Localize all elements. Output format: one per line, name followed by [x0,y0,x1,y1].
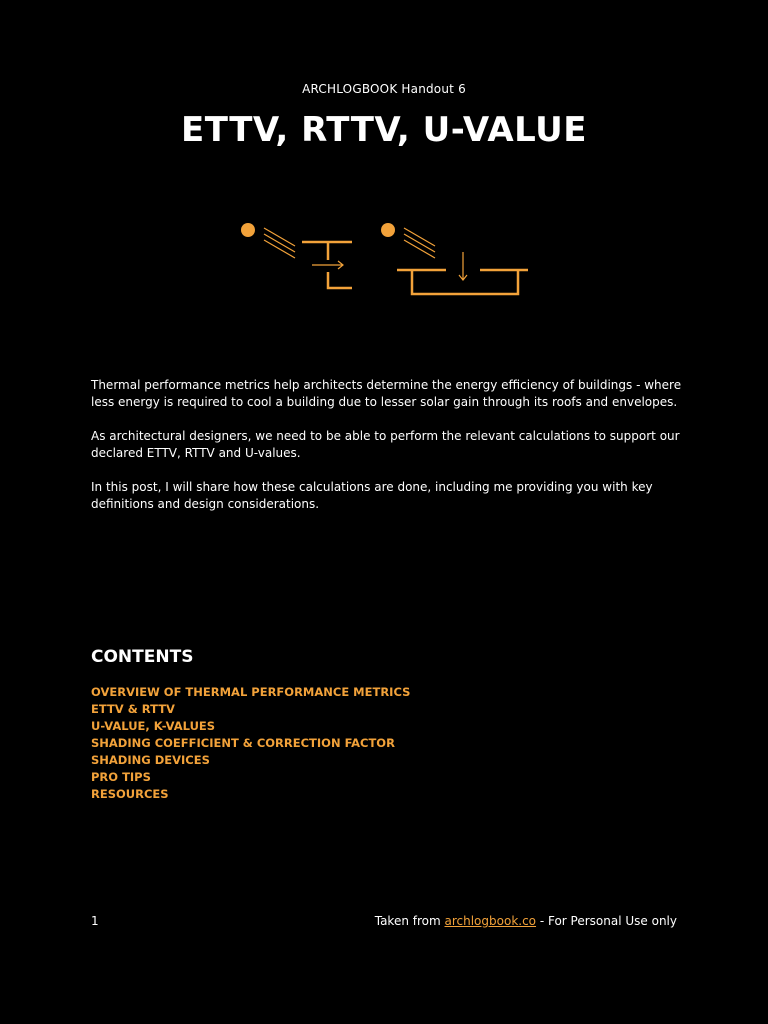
toc-item-pro-tips[interactable]: PRO TIPS [91,770,151,784]
page-title: ETTV, RTTV, U-VALUE [181,110,587,150]
intro-text [91,377,691,530]
table-of-contents [91,684,410,803]
thermal-diagram [232,214,536,304]
handout-label: ARCHLOGBOOK Handout 6 [302,82,466,96]
heat-flow-arrow-icon [312,261,343,269]
rttv-roof-heat-gain-icon [381,223,528,294]
ettv-wall-heat-gain-icon [241,223,352,288]
contents-heading: CONTENTS [91,647,194,667]
toc-item-shading-devices[interactable]: SHADING DEVICES [91,753,210,767]
toc-item-resources[interactable]: RESOURCES [91,787,169,801]
intro-paragraph: In this post, I will share how these calculations are done, including me providing you with key definitions and design considerations. [91,480,653,511]
intro-paragraph: Thermal performance metrics help architects determine the energy efficiency of buildings - where less energy is required to cool a building due to lesser solar gain through its roofs and envelopes. [91,378,682,409]
footer-prefix: Taken from [374,914,445,928]
toc-item-overview[interactable]: OVERVIEW OF THERMAL PERFORMANCE METRICS [91,685,411,699]
sun-icon [241,223,255,237]
footer-suffix: - For Personal Use only [536,914,677,928]
sun-icon [381,223,395,237]
toc-item-u-value[interactable]: U-VALUE, K-VALUES [91,719,216,733]
page-number: 1 [91,914,99,928]
archlogbook-link[interactable]: archlogbook.co [444,914,537,928]
toc-item-shading-coefficient[interactable]: SHADING COEFFICIENT & CORRECTION FACTOR [91,736,395,750]
intro-paragraph: As architectural designers, we need to be able to perform the relevant calculations to support our declared ETTV, RTTV and U-values. [91,429,680,460]
sun-rays-icon [264,228,295,258]
sun-rays-icon [404,228,435,258]
heat-flow-arrow-icon [459,252,467,280]
toc-item-ettv-rttv[interactable]: ETTV & RTTV [91,702,175,716]
footer-note [375,914,677,928]
